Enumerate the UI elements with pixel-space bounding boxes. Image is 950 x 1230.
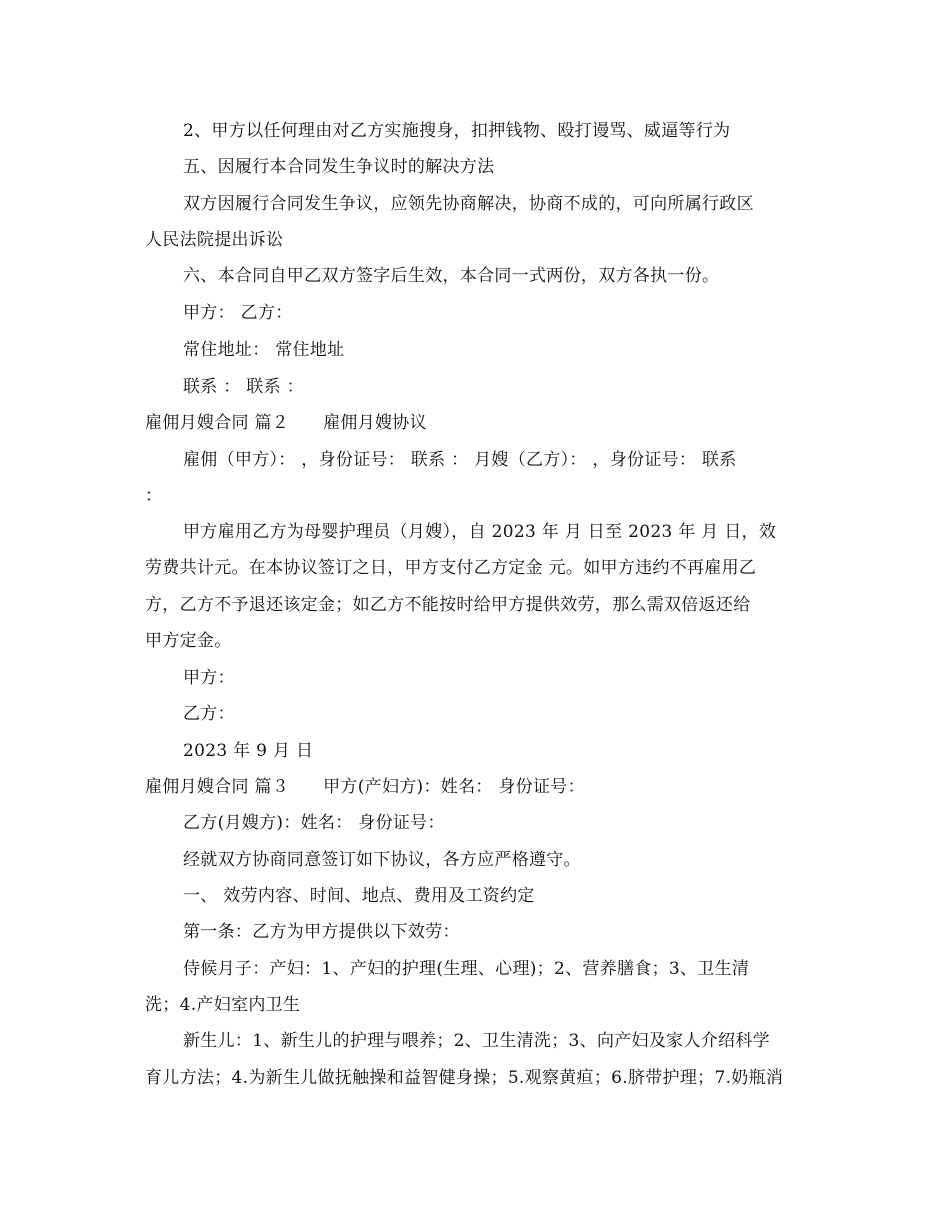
party-a-line: 甲方(产妇方)：姓名： 身份证号： bbox=[323, 777, 585, 797]
section-heading: 六、本合同自甲乙双方签字后生效，本合同一式两份，双方各执一份。 bbox=[183, 266, 720, 286]
contact-line: 联系 ： 联系 ： bbox=[183, 377, 304, 397]
party-b-line: 乙方(月嫂方)：姓名： 身份证号： bbox=[183, 813, 445, 833]
text-line: 甲方定金。 bbox=[145, 631, 232, 651]
text-line: 侍候月子：产妇：1、产妇的护理(生理、心理)；2、营养膳食；3、卫生清 bbox=[183, 959, 750, 979]
text-line: 2、甲方以任何理由对乙方实施搜身，扣押钱物、殴打谩骂、威逼等行为 bbox=[183, 121, 731, 141]
date-line: 2023 年 9 月 日 bbox=[183, 741, 314, 761]
parties-line: 雇佣（甲方）： ，身份证号： 联系 ： 月嫂（乙方）： ，身份证号： 联系 bbox=[183, 450, 737, 470]
text-line: 人民法院提出诉讼 bbox=[145, 230, 284, 250]
signature-line: 甲方： 乙方： bbox=[183, 303, 293, 323]
section-heading: 五、因履行本合同发生争议时的解决方法 bbox=[183, 157, 495, 177]
contract-title: 雇佣月嫂合同 篇３ bbox=[145, 777, 290, 797]
text-line: 双方因履行合同发生争议，应领先协商解决，协商不成的，可向所属行政区 bbox=[183, 194, 754, 214]
text-line: 育儿方法；4.为新生儿做抚触操和益智健身操；5.观察黄疸；6.脐带护理；7.奶瓶消 bbox=[145, 1068, 784, 1088]
text-line: 方，乙方不予退还该定金；如乙方不能按时给甲方提供效劳，那么需双倍返还给 bbox=[145, 595, 751, 615]
text-line: 洗；4.产妇室内卫生 bbox=[145, 995, 301, 1015]
text-line: 甲方雇用乙方为母婴护理员（月嫂），自 2023 年 月 日至 2023 年 月 日，效 bbox=[183, 522, 777, 542]
contract-heading bbox=[145, 776, 815, 798]
text-line: 劳费共计元。在本协议签订之日，甲方支付乙方定金 元。如甲方违约不再雇用乙 bbox=[145, 558, 757, 578]
signature-line: 乙方： bbox=[183, 704, 235, 724]
signature-line: 甲方： bbox=[183, 668, 235, 688]
address-line: 常住地址： 常住地址 bbox=[183, 340, 345, 360]
section-heading: 一、 效劳内容、时间、地点、费用及工资约定 bbox=[183, 886, 535, 906]
agreement-title: 雇佣月嫂协议 bbox=[323, 413, 427, 433]
text-line: 经就双方协商同意签订如下协议，各方应严格遵守。 bbox=[183, 850, 581, 870]
text-line: ： bbox=[145, 486, 163, 506]
contract-title: 雇佣月嫂合同 篇２ bbox=[145, 413, 290, 433]
text-line: 新生儿：1、新生儿的护理与喂养；2、卫生清洗；3、向产妇及家人介绍科学 bbox=[183, 1031, 770, 1051]
clause-heading: 第一条：乙方为甲方提供以下效劳： bbox=[183, 922, 460, 942]
contract-heading bbox=[145, 412, 815, 434]
